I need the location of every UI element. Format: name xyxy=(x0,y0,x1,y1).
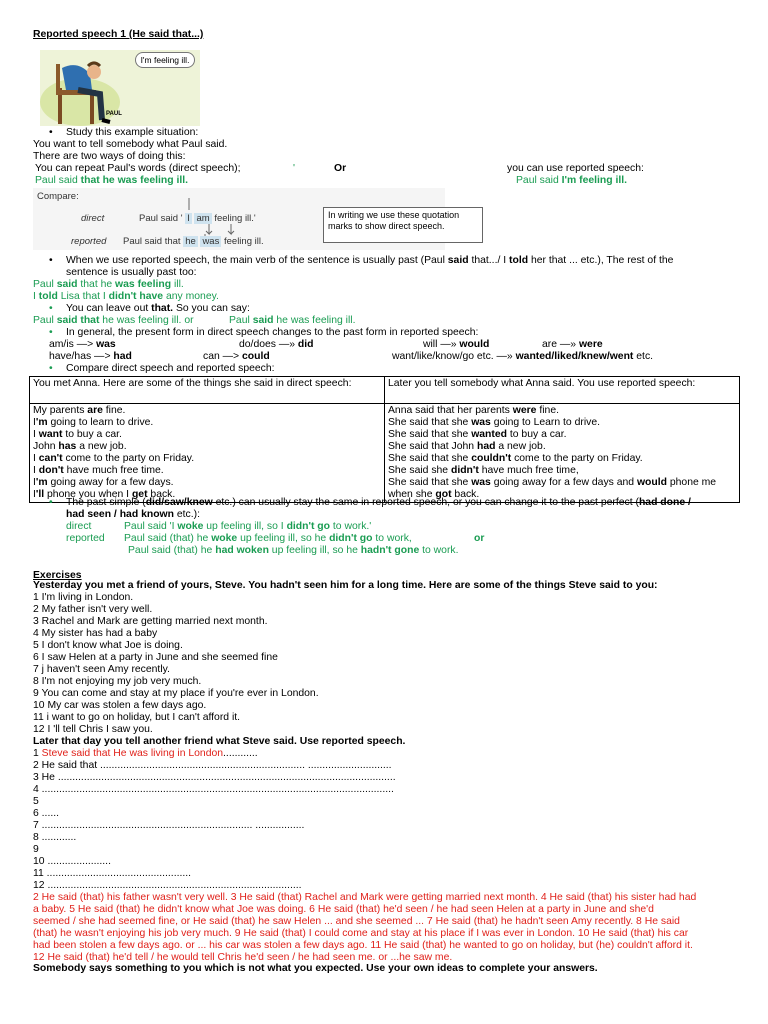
text: that he xyxy=(77,279,116,290)
rule5-reported-example xyxy=(124,533,412,545)
exercise-instruction-1: Yesterday you met a friend of yours, Steve. You hadn't seen him for a long time. Here are some of the things Steve said to you: xyxy=(33,580,658,591)
text: to work, xyxy=(372,533,412,544)
text: Paul said xyxy=(516,175,562,186)
rule5-reported-label: reported xyxy=(66,533,105,544)
change-are xyxy=(542,339,603,351)
text: going to Learn to drive. xyxy=(490,417,601,428)
rule1-example2 xyxy=(33,291,219,303)
text: her that ... etc.), The rest of the xyxy=(528,255,674,266)
paul-illustration xyxy=(40,50,200,126)
answer-line: 4 .......................................................................................................................... xyxy=(33,784,394,795)
text: I xyxy=(33,417,36,428)
answer-key-line: (that) he wasn't enjoying his job very much. 9 He said (that) I could come and stay at his place if I was ever in London. 10 He said (that) his car xyxy=(33,928,689,939)
change-have-has xyxy=(49,351,132,363)
text: he was feeling ill. or xyxy=(99,315,194,326)
exercise-instruction-3: Somebody says something to you which is not what you expected. Use your own ideas to complete your answers. xyxy=(33,963,598,974)
answer-line: 9 xyxy=(33,844,39,855)
rule5-line2 xyxy=(66,509,200,521)
answer-key-line: 2 He said (that) his father wasn't very well. 3 He said (that) Rachel and Mark were getting married next month. 4 He said (that) his sister had had xyxy=(33,892,697,903)
direct-speech-line xyxy=(33,477,381,489)
answer-line: 8 ............ xyxy=(33,832,77,843)
rule4-line: • Compare direct speech and reported speech: xyxy=(66,363,275,375)
text: are —» xyxy=(542,339,579,350)
intro-example-direct xyxy=(516,175,627,187)
compare-box xyxy=(33,188,460,250)
rule3-line1: • In general, the present form in direct speech changes to the past form in reported speech: xyxy=(66,327,478,339)
text: The past simple ( xyxy=(66,497,146,508)
text: woke xyxy=(177,521,204,532)
text: back. xyxy=(147,489,176,500)
text: to work. xyxy=(419,545,459,556)
text: going away for a few days and xyxy=(490,477,637,488)
text: were xyxy=(512,405,537,416)
change-want-like xyxy=(392,351,653,363)
intro-line-3b: you can use reported speech: xyxy=(507,163,644,174)
list-item: 6 I saw Helen at a party in June and she seemed fine xyxy=(33,652,278,663)
rule5-direct-example xyxy=(124,521,371,533)
text: fine. xyxy=(536,405,559,416)
text: wanted xyxy=(471,429,507,440)
text: said that xyxy=(56,315,100,326)
answer-key xyxy=(33,892,753,964)
text: You can leave out xyxy=(66,303,152,314)
text: I xyxy=(33,429,39,440)
change-will xyxy=(423,339,489,351)
answer-line: 10 ...................... xyxy=(33,856,111,867)
reported-speech-column xyxy=(385,404,740,503)
text: would xyxy=(636,477,667,488)
text: I xyxy=(33,477,36,488)
text: to work.' xyxy=(330,521,372,532)
direct-speech-line xyxy=(33,453,381,465)
text: wanted/liked/knew/went xyxy=(515,351,634,362)
reported-speech-line xyxy=(388,441,736,453)
text: a new job. xyxy=(495,441,546,452)
intro-example-reported xyxy=(35,175,188,187)
text: Paul said that xyxy=(123,236,181,247)
text: when she xyxy=(388,489,436,500)
text: She said that she xyxy=(388,453,472,464)
list-item: 5 I don't know what Joe is doing. xyxy=(33,640,183,651)
text: I xyxy=(33,465,39,476)
text: 'll xyxy=(35,489,45,500)
text: to buy a car. xyxy=(506,429,567,440)
text: had woken xyxy=(215,545,269,556)
text: I xyxy=(33,489,36,500)
text: said xyxy=(447,255,469,266)
text: told xyxy=(38,291,58,302)
text: don't xyxy=(38,465,64,476)
reported-speech-line xyxy=(388,453,736,465)
exercises-heading: Exercises xyxy=(33,570,82,581)
list-item: 11 i want to go on holiday, but I can't afford it. xyxy=(33,712,241,723)
text: fine. xyxy=(102,405,126,416)
text: a new job. xyxy=(76,441,127,452)
text: phone me xyxy=(666,477,717,488)
text: Paul said (that) he xyxy=(124,533,212,544)
text: have/has —> xyxy=(49,351,114,362)
answer-key-line: a baby. 5 He said (that) he didn't know what Joe was doing. 6 He said (that) he'd seen / he had seen Helen at a party in June and she'd xyxy=(33,904,654,915)
text: said xyxy=(252,315,274,326)
text: When we use reported speech, the main verb of the sentence is usually past (Paul xyxy=(66,255,448,266)
text: he was feeling ill. xyxy=(273,315,356,326)
text: any money. xyxy=(163,291,219,302)
reported-speech-line xyxy=(388,465,736,477)
text: Paul said xyxy=(35,175,81,186)
text: John xyxy=(33,441,59,452)
rule5-perfect-example xyxy=(128,545,459,557)
exercise-instruction-2: Later that day you tell another friend what Steve said. Use reported speech. xyxy=(33,736,406,747)
text: I'm feeling ill. xyxy=(561,175,628,186)
intro-line-1: You want to tell somebody what Paul said. xyxy=(33,139,228,150)
text: that he was feeling ill. xyxy=(80,175,189,186)
rule5-or: or xyxy=(474,533,485,544)
text: are xyxy=(87,405,103,416)
text: Paul said (that) he xyxy=(128,545,216,556)
text: didn't go xyxy=(329,533,373,544)
text: had xyxy=(476,441,496,452)
text: 1 xyxy=(33,748,42,759)
text: was xyxy=(471,417,491,428)
text: that.../ I xyxy=(468,255,510,266)
text: 'm xyxy=(35,417,48,428)
text: Paul said ' xyxy=(139,213,183,224)
answer-line: 12 ........................................................................................ xyxy=(33,880,302,891)
list-item: 10 My car was stolen a few days ago. xyxy=(33,700,207,711)
change-can xyxy=(203,351,270,363)
table-header-right: Later you tell somebody what Anna said. You use reported speech: xyxy=(385,377,740,404)
list-item: 8 I'm not enjoying my job very much. xyxy=(33,676,202,687)
rule2-example-b xyxy=(229,315,356,327)
text: 'm xyxy=(35,477,48,488)
list-item: 4 My sister has had a baby xyxy=(33,628,158,639)
text: up feeling ill, so I xyxy=(203,521,287,532)
text: do/does —» xyxy=(239,339,298,350)
compare-direct-label: direct xyxy=(81,213,105,224)
rule5-direct-label: direct xyxy=(66,521,92,532)
text: was xyxy=(471,477,491,488)
text: So you can say: xyxy=(173,303,250,314)
rule5-line1 xyxy=(66,497,691,509)
text: he xyxy=(185,236,196,247)
direct-speech-line xyxy=(33,417,381,429)
text: Steve said that He was living in London xyxy=(41,748,224,759)
direct-speech-line xyxy=(33,405,381,417)
reported-speech-line xyxy=(388,417,736,429)
text: I xyxy=(33,453,39,464)
list-item: 12 I 'll tell Chris I saw you. xyxy=(33,724,153,735)
text: was feeling xyxy=(115,279,172,290)
text: Paul xyxy=(33,315,57,326)
text: didn't have xyxy=(108,291,164,302)
text: I xyxy=(187,213,190,224)
text: She said she xyxy=(388,465,451,476)
direct-speech-line xyxy=(33,429,381,441)
page-title: Reported speech 1 (He said that...) xyxy=(33,29,204,40)
text: up feeling ill, so he xyxy=(237,533,330,544)
answer-key-line: 12 He said (that) he'd tell / he would tell Chris he'd seen / he had seen me. or ...he saw me. xyxy=(33,952,453,963)
text: woke xyxy=(211,533,238,544)
text: want xyxy=(38,429,63,440)
text: had seen / had known xyxy=(66,509,174,520)
change-do-does xyxy=(239,339,314,351)
answer-line: 7 ......................................................................... ................. xyxy=(33,820,305,831)
text: told xyxy=(509,255,529,266)
answer-line: 5 xyxy=(33,796,39,807)
text: I xyxy=(33,291,39,302)
answer-line: 6 ...... xyxy=(33,808,59,819)
text: get xyxy=(131,489,148,500)
reported-speech-line xyxy=(388,429,736,441)
answer-line: 3 He ..................................................................................................................... xyxy=(33,772,396,783)
text: She said that she xyxy=(388,417,472,428)
text: said xyxy=(56,279,78,290)
list-item: 1 I'm living in London. xyxy=(33,592,134,603)
reported-speech-line xyxy=(388,405,736,417)
answer-key-line: seemed / she had seemed fine, or He said (that) he saw Helen ... and she seemed ... 7 He said (that) he hadn't seen Amy recently. 8 He said xyxy=(33,916,680,927)
table-header-row xyxy=(30,377,740,404)
intro-line-3a: You can repeat Paul's words (direct speech); xyxy=(35,163,241,174)
text: have much free time, xyxy=(478,465,579,476)
text: My parents xyxy=(33,405,88,416)
text: come to the party on Friday. xyxy=(511,453,643,464)
text: etc.) can usually stay the same in reported speech, or you can change it to the past perfect ( xyxy=(212,497,639,508)
rule1-line1 xyxy=(66,255,673,267)
text: can't xyxy=(38,453,63,464)
text: couldn't xyxy=(471,453,512,464)
text: feeling ill. xyxy=(223,236,264,247)
comparison-table xyxy=(29,376,740,503)
list-item: 7 j haven't seen Amy recently. xyxy=(33,664,170,675)
answer-1 xyxy=(33,748,258,760)
change-am-is xyxy=(49,339,116,351)
text: am xyxy=(196,213,210,224)
intro-quote-mark: ' xyxy=(293,163,295,174)
text: Anna said that her parents xyxy=(388,405,513,416)
text: had xyxy=(113,351,132,362)
steve-statements-list xyxy=(33,592,733,736)
text: She said that she xyxy=(388,477,472,488)
text: up feeling ill, so he xyxy=(268,545,361,556)
rule2-line1 xyxy=(66,303,250,315)
text: Paul said 'I xyxy=(124,521,178,532)
intro-line-2: There are two ways of doing this: xyxy=(33,151,186,162)
text: had done / xyxy=(638,497,691,508)
reported-speech-line xyxy=(388,477,736,489)
table-header-left: You met Anna. Here are some of the things she said in direct speech: xyxy=(30,377,385,404)
text: phone you when I xyxy=(44,489,132,500)
text: come to the party on Friday. xyxy=(62,453,195,464)
text: could xyxy=(242,351,270,362)
text: She said that she xyxy=(388,429,472,440)
text: Paul xyxy=(229,315,253,326)
text: have much free time. xyxy=(63,465,164,476)
text: has xyxy=(58,441,77,452)
answer-lines-list xyxy=(33,760,733,892)
list-item: 9 You can come and stay at my place if you're ever in London. xyxy=(33,688,319,699)
compare-reported-label: reported xyxy=(71,236,107,247)
direct-speech-line xyxy=(33,465,381,477)
rule1-line2: sentence is usually past too: xyxy=(66,267,197,278)
compare-label: Compare: xyxy=(37,191,79,202)
rule2-example-a xyxy=(33,315,194,327)
speech-bubble: I'm feeling ill. xyxy=(135,52,195,68)
text: were xyxy=(578,339,603,350)
text: did/saw/knew xyxy=(145,497,213,508)
list-item: 3 Rachel and Mark are getting married next month. xyxy=(33,616,268,627)
rule1-example1 xyxy=(33,279,184,291)
text: didn't xyxy=(450,465,479,476)
quotation-note: In writing we use these quotation marks to show direct speech. xyxy=(323,207,483,243)
text: want/like/know/go etc. —» xyxy=(392,351,516,362)
text: Paul xyxy=(33,279,57,290)
text: ill. xyxy=(171,279,184,290)
text: going away for a few days. xyxy=(47,477,174,488)
text: that. xyxy=(151,303,174,314)
list-item: 2 My father isn't very well. xyxy=(33,604,153,615)
text: did xyxy=(297,339,314,350)
answer-line: 2 He said that ....................................................................... ............................. xyxy=(33,760,392,771)
intro-or: Or xyxy=(334,163,347,174)
text: back. xyxy=(451,489,480,500)
text: was xyxy=(96,339,116,350)
text: ............ xyxy=(223,748,258,759)
text: would xyxy=(459,339,490,350)
compare-arrows-icon xyxy=(183,196,273,238)
text: got xyxy=(435,489,452,500)
text: can —> xyxy=(203,351,242,362)
direct-speech-column xyxy=(30,404,385,503)
text: feeling ill.' xyxy=(214,213,256,224)
text: to buy a car. xyxy=(62,429,122,440)
table-body-row xyxy=(30,404,740,503)
direct-speech-line xyxy=(33,441,381,453)
text: etc.): xyxy=(173,509,200,520)
study-bullet: • Study this example situation: xyxy=(66,127,198,139)
text: going to learn to drive. xyxy=(47,417,154,428)
text: am/is —> xyxy=(49,339,97,350)
text: etc. xyxy=(633,351,654,362)
text: will —» xyxy=(423,339,460,350)
text: She said that John xyxy=(388,441,477,452)
illustration-name-label: PAUL xyxy=(106,111,122,117)
text: didn't go xyxy=(286,521,331,532)
answer-key-line: had been stolen a few days ago. or ... his car was stolen a few days ago. 11 He said (that) he wanted to go on holiday, but (he) couldn't afford it. xyxy=(33,940,693,951)
answer-line: 11 .................................................. xyxy=(33,868,192,879)
text: hadn't gone xyxy=(360,545,420,556)
text: was xyxy=(202,236,220,247)
text: Lisa that I xyxy=(57,291,109,302)
